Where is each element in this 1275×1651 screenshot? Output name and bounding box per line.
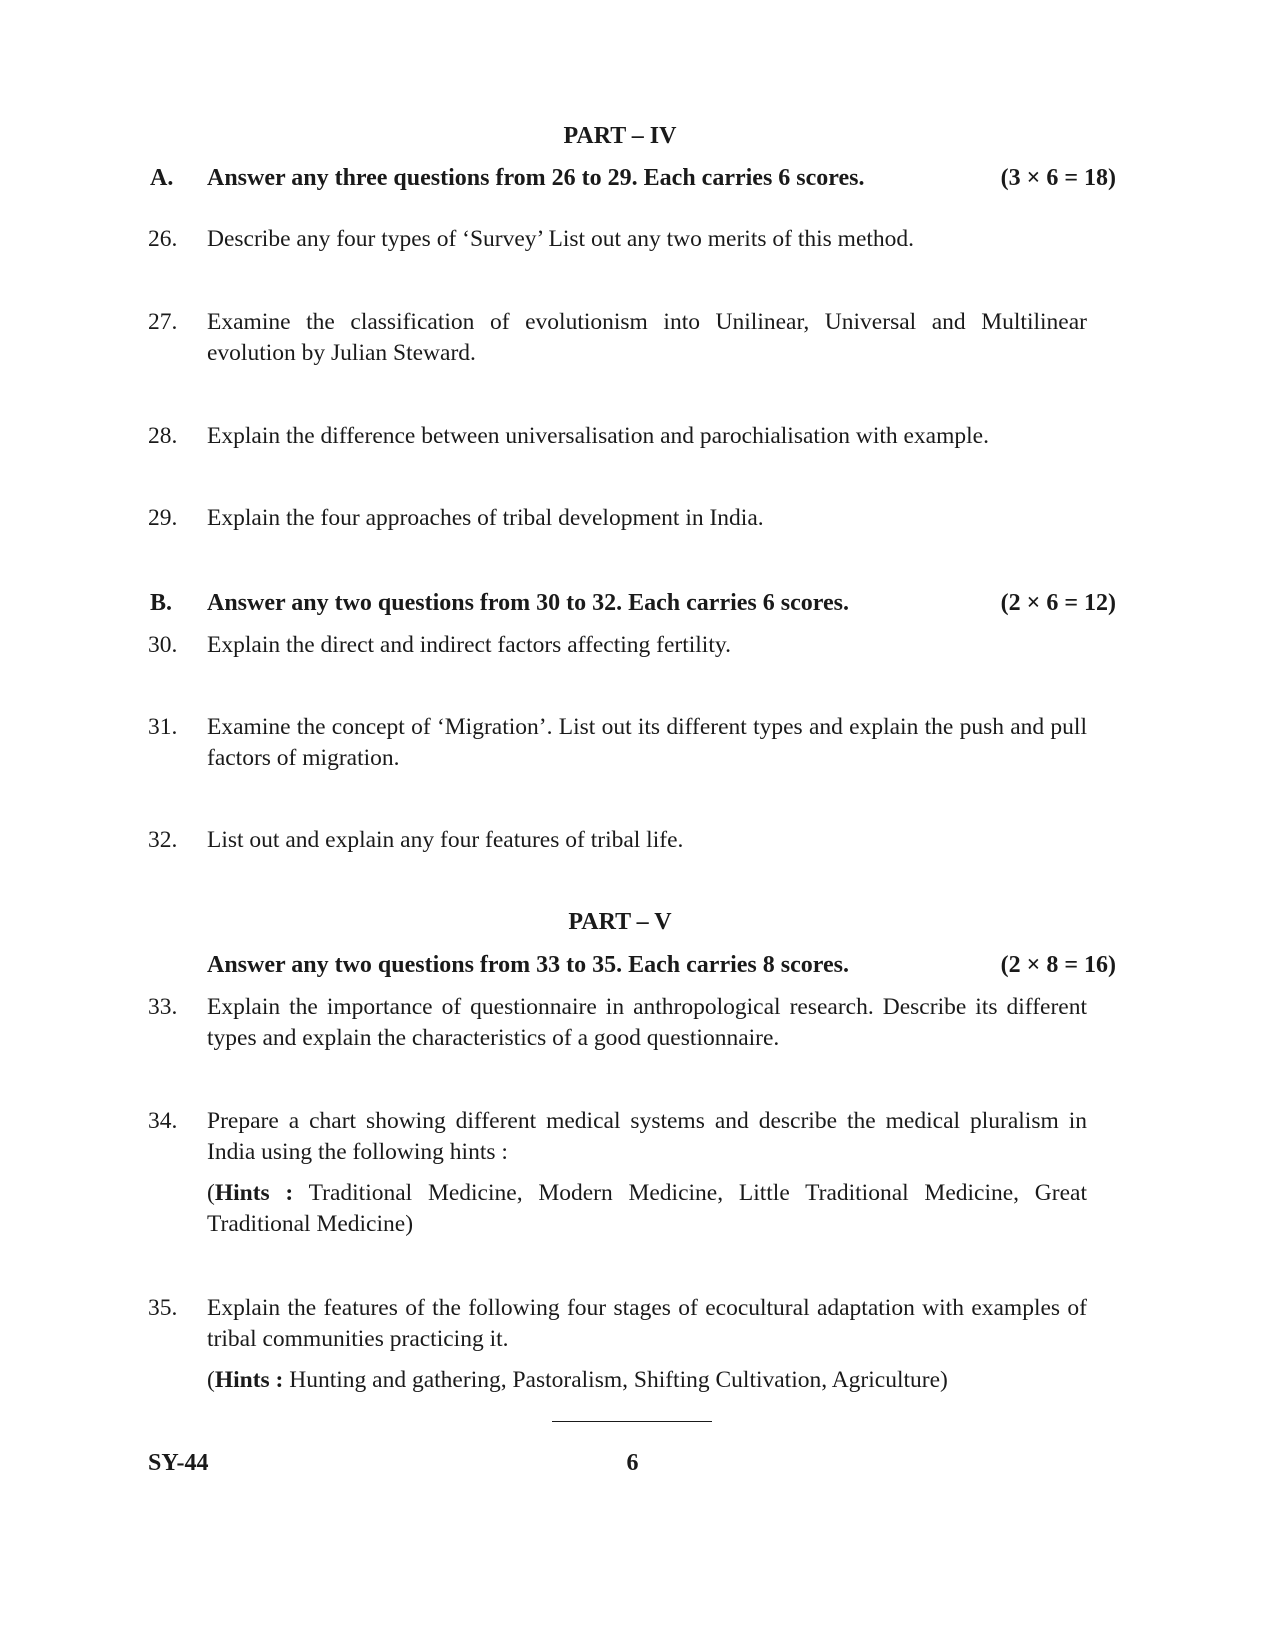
question-text: Describe any four types of ‘Survey’ List out any two merits of this method. [207, 226, 915, 252]
end-rule [552, 1421, 712, 1422]
question-hints: (Hints : Hunting and gathering, Pastoralism, Shifting Cultivation, Agriculture) [207, 1367, 948, 1393]
section-a-label: A. [150, 165, 174, 191]
part-v-marks: (2 × 8 = 16) [1000, 952, 1116, 978]
question-number: 32. [148, 827, 178, 853]
question-text: List out and explain any four features of tribal life. [207, 827, 684, 853]
question-number: 34. [148, 1108, 178, 1134]
question-number: 30. [148, 632, 178, 658]
question-text: Examine the classification of evolutionism into Unilinear, Universal and Multilinear evolution by Julian Steward. [207, 309, 1087, 366]
question-hints: (Hints : Traditional Medicine, Modern Medicine, Little Traditional Medicine, Great Traditional Medicine) [207, 1180, 1087, 1237]
question-number: 26. [148, 226, 178, 252]
section-a-marks: (3 × 6 = 18) [1000, 165, 1116, 191]
hints-text: Hunting and gathering, Pastoralism, Shifting Cultivation, Agriculture [289, 1367, 941, 1393]
question-text: Explain the importance of questionnaire in anthropological research. Describe its different types and explain the characteristics of a good questionnaire. [207, 994, 1087, 1051]
part-v-title: PART – V [568, 909, 672, 935]
hints-text: Traditional Medicine, Modern Medicine, Little Traditional Medicine, Great Traditional Medicine [207, 1180, 1087, 1237]
section-b-marks: (2 × 6 = 12) [1000, 590, 1116, 616]
question-text: Explain the difference between universalisation and parochialisation with example. [207, 423, 989, 449]
part-iv-title: PART – IV [563, 123, 677, 149]
part-v-instruction: Answer any two questions from 33 to 35. Each carries 8 scores. [207, 952, 849, 978]
question-text: Explain the four approaches of tribal development in India. [207, 505, 764, 531]
section-a-instruction: Answer any three questions from 26 to 29. Each carries 6 scores. [207, 165, 865, 191]
section-b-instruction: Answer any two questions from 30 to 32. Each carries 6 scores. [207, 590, 849, 616]
hints-label: Hints : [214, 1180, 294, 1206]
question-text: Explain the direct and indirect factors affecting fertility. [207, 632, 731, 658]
question-text: Explain the features of the following four stages of ecocultural adaptation with examples of tribal communities practicing it. [207, 1295, 1087, 1352]
question-number: 29. [148, 505, 178, 531]
question-number: 35. [148, 1295, 178, 1321]
question-number: 31. [148, 714, 178, 740]
paper-code: SY-44 [148, 1450, 209, 1476]
question-number: 28. [148, 423, 178, 449]
page-number: 6 [626, 1450, 639, 1476]
question-number: 27. [148, 309, 178, 335]
question-text: Prepare a chart showing different medical systems and describe the medical pluralism in India using the following hints : [207, 1108, 1087, 1165]
hints-label: Hints : [214, 1367, 284, 1393]
question-number: 33. [148, 994, 178, 1020]
question-text: Examine the concept of ‘Migration’. List out its different types and explain the push and pull factors of migration. [207, 714, 1087, 771]
section-b-label: B. [150, 590, 173, 616]
